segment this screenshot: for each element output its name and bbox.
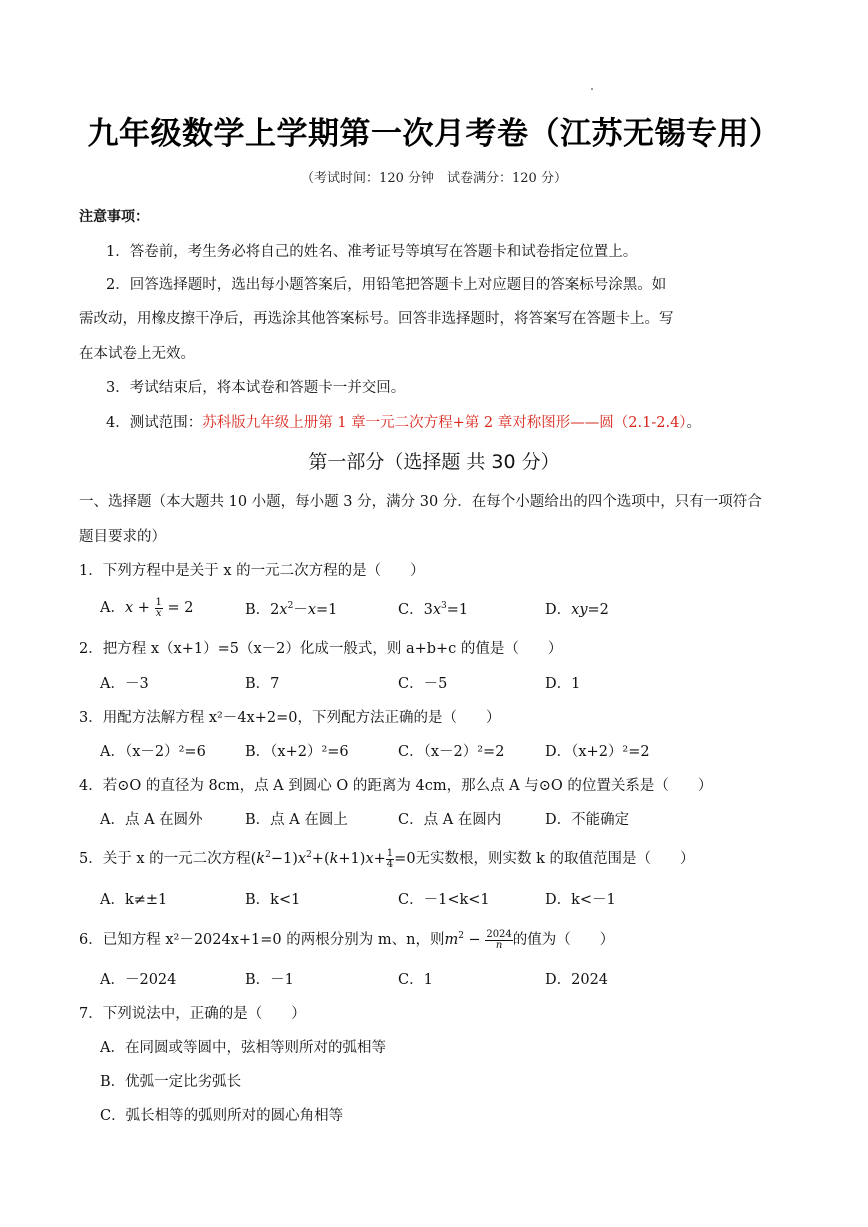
question-5-stem-prefix: 5．关于 x 的一元二次方程 xyxy=(79,851,251,867)
question-1-option-c: C．$3x^3=1$ xyxy=(398,601,469,618)
question-2-option-a: A．－3 xyxy=(100,676,149,692)
notice-item-2a: 2．回答选择题时，选出每小题答案后，用铅笔把答题卡上对应题目的答案标号涂黑。如 xyxy=(106,277,667,293)
notice-item-4-suffix: 。 xyxy=(686,415,702,431)
section-intro-a: 一、选择题（本大题共 10 小题，每小题 3 分，满分 30 分．在每个小题给出的四个选项中，只有一项符合 xyxy=(79,494,762,510)
question-6-stem xyxy=(79,928,614,951)
notice-item-3: 3．考试结束后，将本试卷和答题卡一并交回。 xyxy=(106,380,406,396)
question-2-stem: 2．把方程 x（x+1）=5（x－2）化成一般式，则 a+b+c 的值是（ ） xyxy=(79,641,563,657)
scan-dot xyxy=(591,88,593,90)
notice-item-1: 1．答卷前，考生务必将自己的姓名、准考证号等填写在答题卡和试卷指定位置上。 xyxy=(106,244,638,260)
question-2-option-d: D．1 xyxy=(545,676,581,692)
question-4-stem: 4．若⊙O 的直径为 8cm，点 A 到圆心 O 的距离为 4cm，那么点 A 与⊙O 的位置关系是（ ） xyxy=(79,778,713,794)
question-6-option-b: B．－1 xyxy=(245,972,294,988)
question-7-option-c: C．弧长相等的弧则所对的圆心角相等 xyxy=(100,1108,344,1124)
question-3-option-b: B．（x+2）²=6 xyxy=(245,744,349,760)
notice-item-2c: 在本试卷上无效。 xyxy=(79,346,195,362)
question-2-option-c: C．－5 xyxy=(398,676,448,692)
question-2-option-b: B．7 xyxy=(245,676,280,692)
question-7-option-a: A．在同圆或等圆中，弦相等则所对的弧相等 xyxy=(100,1040,386,1056)
section-title: 第一部分（选择题 共 30 分） xyxy=(308,451,560,473)
question-5-option-a: A．k≠±1 xyxy=(100,892,168,908)
question-6-option-d: D．2024 xyxy=(545,972,609,988)
question-4-option-b: B．点 A 在圆上 xyxy=(245,812,348,828)
question-4-option-d: D．不能确定 xyxy=(545,812,630,828)
notice-item-2b: 需改动，用橡皮擦干净后，再选涂其他答案标号。回答非选择题时，将答案写在答题卡上。写 xyxy=(79,311,674,327)
question-6-option-a: A．－2024 xyxy=(100,972,177,988)
question-1-option-a: A．x + $\frac{1}{x}$ = 2 xyxy=(100,596,194,619)
question-7-stem: 7．下列说法中，正确的是（ ） xyxy=(79,1006,306,1022)
question-5-stem-suffix: 无实数根，则实数 k 的取值范围是（ ） xyxy=(415,851,695,867)
question-1-option-d: D．xy=2 xyxy=(545,602,609,618)
question-4-option-a: A．点 A 在圆外 xyxy=(100,812,203,828)
question-1-option-b: B．$2x^2-x=1$ xyxy=(245,601,338,618)
question-5-equation: $(k^2-1)x^2+(k+1)x+$ $\frac{1}{4}$ =0 xyxy=(250,847,416,870)
question-3-option-c: C．（x－2）²=2 xyxy=(398,744,505,760)
test-scope: 苏科版九年级上册第 1 章一元二次方程+第 2 章对称图形——圆（2.1-2.4） xyxy=(202,415,687,431)
question-5-stem xyxy=(79,847,695,870)
notice-item-4-prefix: 4．测试范围： xyxy=(106,415,203,431)
question-6-expression: $m^2$ − $\frac{2024}{n}$ xyxy=(444,928,512,951)
question-7-option-b: B．优弧一定比劣弧长 xyxy=(100,1074,242,1090)
question-5-option-d: D．k<－1 xyxy=(545,892,616,908)
page-title: 九年级数学上学期第一次月考卷（江苏无锡专用） xyxy=(87,116,781,152)
question-3-option-d: D．（x+2）²=2 xyxy=(545,744,650,760)
notice-heading: 注意事项： xyxy=(79,209,149,225)
question-6-stem-suffix: 的值为（ ） xyxy=(512,932,615,948)
question-4-option-c: C．点 A 在圆内 xyxy=(398,812,502,828)
question-5-option-b: B．k<1 xyxy=(245,892,301,908)
notice-item-4 xyxy=(106,411,701,432)
question-6-stem-prefix: 6．已知方程 x²－2024x+1=0 的两根分别为 m、n，则 xyxy=(79,932,445,948)
question-6-option-c: C．1 xyxy=(398,972,433,988)
section-intro-b: 题目要求的） xyxy=(79,529,166,545)
question-1-stem: 1．下列方程中是关于 x 的一元二次方程的是（ ） xyxy=(79,563,425,579)
question-5-option-c: C．－1<k<1 xyxy=(398,892,490,908)
question-3-stem: 3．用配方法解方程 x²－4x+2=0，下列配方法正确的是（ ） xyxy=(79,710,501,726)
question-3-option-a: A．（x－2）²=6 xyxy=(100,744,206,760)
exam-info: （考试时间：120 分钟 试卷满分：120 分） xyxy=(301,171,567,186)
